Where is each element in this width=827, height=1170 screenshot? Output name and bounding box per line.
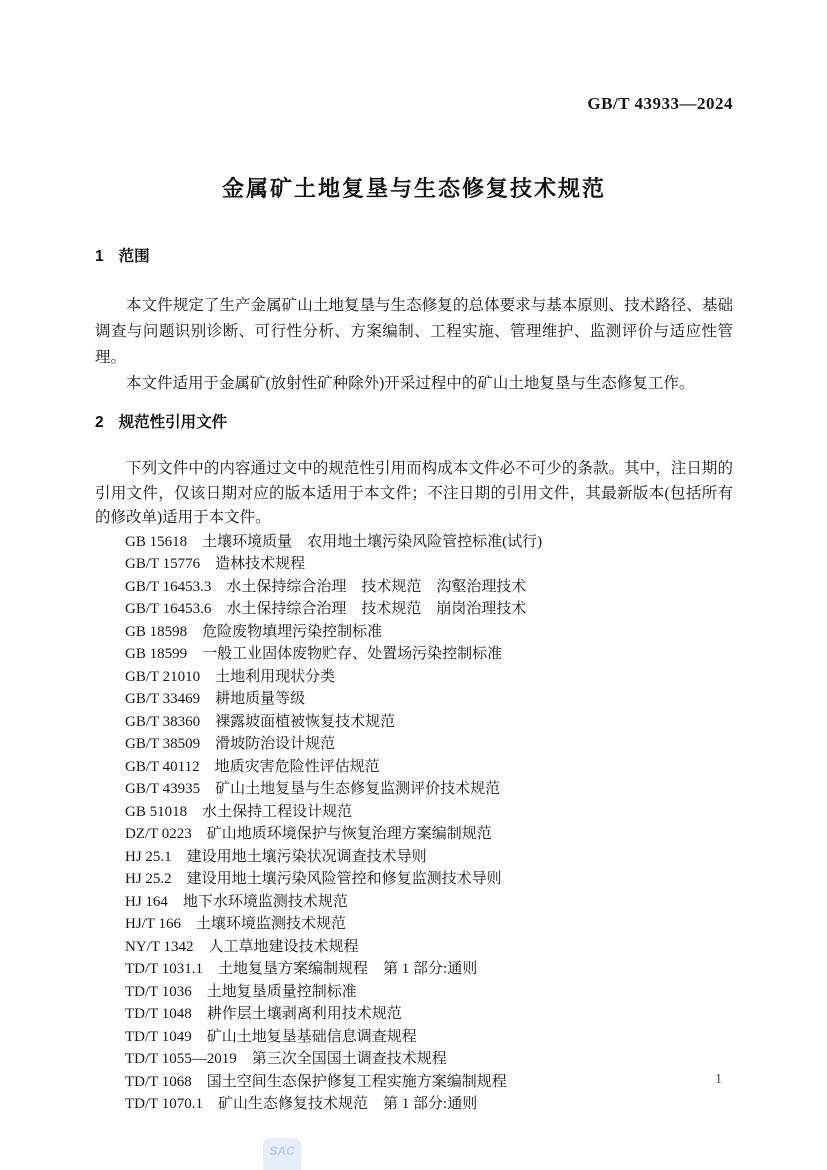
section-heading-scope (95, 247, 733, 267)
reference-item: HJ 25.1 建设用地土壤污染状况调查技术导则 (125, 848, 427, 865)
reference-item: TD/T 1036 土地复垦质量控制标准 (125, 983, 357, 1000)
reference-item: TD/T 1055—2019 第三次全国国土调查技术规程 (125, 1051, 447, 1067)
reference-item: GB 15618 土壤环境质量 农用地土壤污染风险管控标准(试行) (125, 533, 543, 550)
normative-references-intro: 下列文件中的内容通过文中的规范性引用而构成本文件必不可少的条款。其中，注日期的引用文件，仅该日期对应的版本适用于本文件；不注日期的引用文件，其最新版本(包括所有的修改单)适用于本文件。 (95, 460, 733, 526)
section-number: 2 (95, 414, 104, 431)
reference-item: HJ 25.2 建设用地土壤污染风险管控和修复监测技术导则 (125, 871, 502, 887)
reference-item: TD/T 1070.1 矿山生态修复技术规范 第 1 部分:通则 (125, 1096, 478, 1112)
section-heading-normative-references (95, 413, 733, 433)
sac-logo-text: SAC (269, 1144, 295, 1158)
reference-item: GB/T 43935 矿山土地复垦与生态修复监测评价技术规范 (125, 781, 501, 797)
reference-item: GB 51018 水土保持工程设计规范 (125, 803, 353, 820)
reference-item: GB/T 40112 地质灾害危险性评估规范 (125, 758, 380, 775)
reference-item: DZ/T 0223 矿山地质环境保护与恢复治理方案编制规范 (125, 826, 492, 842)
reference-item: GB/T 15776 造林技术规程 (125, 556, 306, 572)
section-number: 1 (95, 248, 104, 265)
reference-item: TD/T 1031.1 土地复垦方案编制规程 第 1 部分:通则 (125, 961, 478, 977)
reference-item: GB 18598 危险废物填埋污染控制标准 (125, 623, 383, 640)
reference-item: GB 18599 一般工业固体废物贮存、处置场污染控制标准 (125, 646, 503, 662)
reference-item: GB/T 38360 裸露坡面植被恢复技术规范 (125, 713, 396, 730)
standard-code: GB/T 43933—2024 (587, 94, 733, 113)
scope-paragraph: 本文件规定了生产金属矿山土地复垦与生态修复的总体要求与基本原则、技术路径、基础调查与问题识别诊断、可行性分析、方案编制、工程实施、管理维护、监测评价与适应性管理。 (95, 297, 733, 366)
reference-item: GB/T 38509 滑坡防治设计规范 (125, 736, 336, 752)
sac-logo-watermark (263, 1138, 301, 1170)
section-title: 规范性引用文件 (118, 414, 228, 431)
reference-item: GB/T 33469 耕地质量等级 (125, 691, 306, 707)
page-number: 1 (715, 1072, 722, 1087)
reference-item: HJ 164 地下水环境监测技术规范 (125, 893, 348, 910)
reference-item: HJ/T 166 土壤环境监测技术规范 (125, 916, 346, 932)
reference-item: TD/T 1068 国土空间生态保护修复工程实施方案编制规程 (125, 1073, 507, 1090)
reference-item: NY/T 1342 人工草地建设技术规程 (125, 938, 359, 955)
section-title: 范围 (118, 248, 150, 265)
document-title: 金属矿土地复垦与生态修复技术规范 (221, 176, 606, 201)
reference-item: TD/T 1049 矿山土地复垦基础信息调查规程 (125, 1028, 417, 1045)
reference-item: GB/T 16453.6 水土保持综合治理 技术规范 崩岗治理技术 (125, 601, 527, 617)
reference-list (95, 531, 733, 1116)
reference-item: GB/T 21010 土地利用现状分类 (125, 668, 336, 685)
reference-item: TD/T 1048 耕作层土壤剥离利用技术规范 (125, 1006, 402, 1022)
scope-paragraph: 本文件适用于金属矿(放射性矿种除外)开采过程中的矿山土地复垦与生态修复工作。 (126, 375, 695, 392)
reference-item: GB/T 16453.3 水土保持综合治理 技术规范 沟壑治理技术 (125, 578, 527, 595)
